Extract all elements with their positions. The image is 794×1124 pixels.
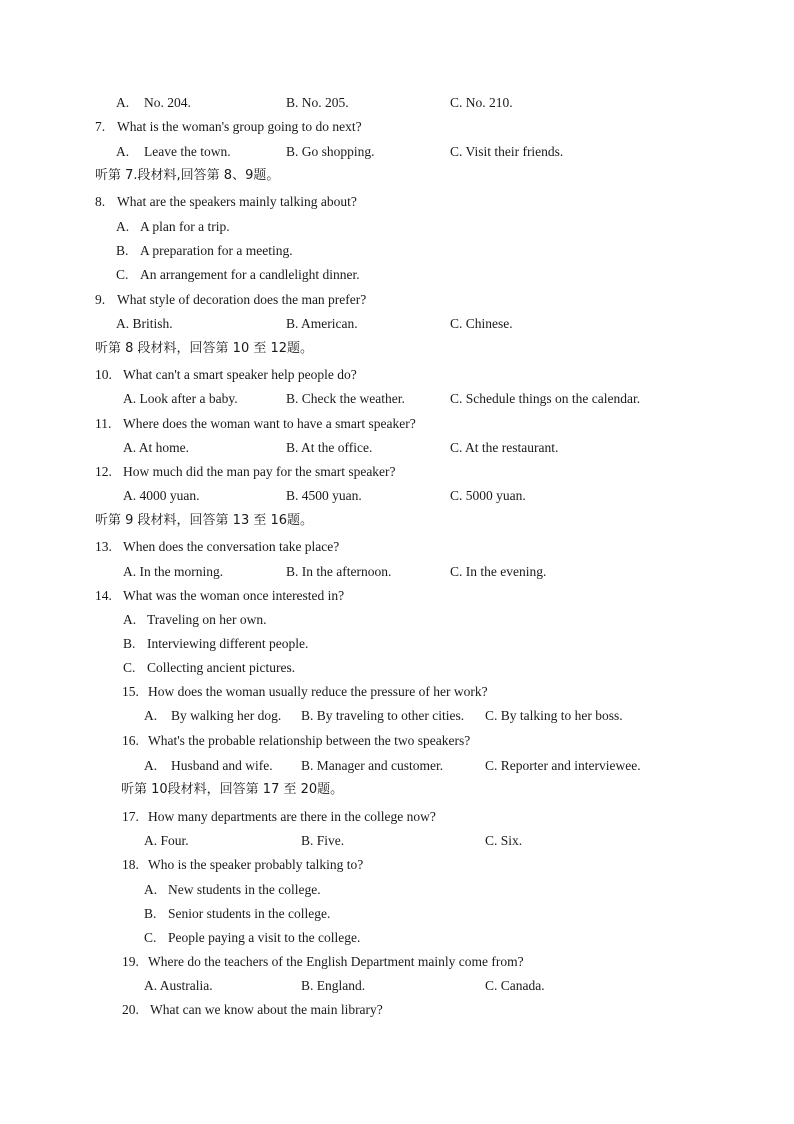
- q11-option-b: B. At the office.: [286, 440, 373, 455]
- q12-option-c: C. 5000 yuan.: [450, 488, 526, 503]
- question-text: What's the probable relationship between the two speakers?: [148, 733, 471, 748]
- q6-option-b: B. No. 205.: [286, 95, 349, 110]
- q6-option-c: C. No. 210.: [450, 95, 513, 110]
- question-text: Who is the speaker probably talking to?: [148, 857, 364, 872]
- option-text: Interviewing different people.: [147, 636, 309, 651]
- option-label: C.: [144, 930, 157, 945]
- option-text: New students in the college.: [168, 882, 321, 897]
- q13-question: [95, 538, 339, 556]
- option-text: An arrangement for a candlelight dinner.: [140, 267, 360, 282]
- q14-option-a: [123, 611, 267, 629]
- q17-question: [122, 808, 436, 826]
- q13-option-c: C. In the evening.: [450, 564, 547, 579]
- section-heading-10: 听第 10段材料，回答第 17 至 20题。: [121, 782, 344, 797]
- option-label: A.: [123, 612, 137, 627]
- q19-option-a: A. Australia.: [144, 978, 213, 993]
- q11-question: [95, 415, 416, 433]
- option-text: People paying a visit to the college.: [168, 930, 361, 945]
- option-label: A.: [144, 708, 158, 723]
- q10-option-a: A. Look after a baby.: [123, 391, 238, 406]
- q8-option-b: [116, 242, 293, 260]
- q17-option-b: B. Five.: [301, 833, 345, 848]
- option-text: No. 204.: [144, 95, 191, 110]
- question-text: Where does the woman want to have a smart speaker?: [123, 416, 416, 431]
- q17-option-c: C. Six.: [485, 833, 523, 848]
- q18-question: [122, 856, 363, 874]
- q10-option-b: B. Check the weather.: [286, 391, 405, 406]
- q15-option-a: [144, 707, 281, 725]
- q16-option-c: C. Reporter and interviewee.: [485, 758, 641, 773]
- question-number: 14.: [95, 588, 112, 603]
- option-text: Husband and wife.: [171, 758, 273, 773]
- q7-option-a: [116, 143, 231, 161]
- q9-option-a: A. British.: [116, 316, 173, 331]
- question-number: 20.: [122, 1002, 139, 1017]
- q18-option-b: [144, 905, 330, 923]
- option-label: B.: [144, 906, 157, 921]
- question-number: 9.: [95, 292, 106, 307]
- q8-option-c: [116, 266, 360, 284]
- option-text: By walking her dog.: [171, 708, 282, 723]
- q19-question: [122, 953, 524, 971]
- q19-option-b: B. England.: [301, 978, 366, 993]
- q15-question: [122, 683, 488, 701]
- q9-option-c: C. Chinese.: [450, 316, 513, 331]
- question-number: 8.: [95, 194, 106, 209]
- option-label: A.: [116, 95, 130, 110]
- q7-option-c: C. Visit their friends.: [450, 144, 564, 159]
- q20-question: [122, 1001, 383, 1019]
- option-label: A.: [144, 882, 158, 897]
- q7-question: [95, 118, 362, 136]
- question-number: 17.: [122, 809, 139, 824]
- q9-option-b: B. American.: [286, 316, 358, 331]
- question-number: 16.: [122, 733, 139, 748]
- option-label: B.: [123, 636, 136, 651]
- q19-option-c: C. Canada.: [485, 978, 545, 993]
- question-text: When does the conversation take place?: [123, 539, 340, 554]
- q12-option-a: A. 4000 yuan.: [123, 488, 200, 503]
- section-heading-9: 听第 9 段材料，回答第 13 至 16题。: [95, 513, 314, 528]
- question-number: 10.: [95, 367, 112, 382]
- q8-question: [95, 193, 357, 211]
- question-text: What was the woman once interested in?: [123, 588, 345, 603]
- q18-option-a: [144, 881, 321, 899]
- q15-option-c: C. By talking to her boss.: [485, 708, 623, 723]
- question-text: What can't a smart speaker help people do?: [123, 367, 357, 382]
- question-text: Where do the teachers of the English Department mainly come from?: [148, 954, 524, 969]
- question-number: 7.: [95, 119, 106, 134]
- q13-option-a: A. In the morning.: [123, 564, 224, 579]
- question-number: 12.: [95, 464, 112, 479]
- question-text: What is the woman's group going to do next?: [117, 119, 362, 134]
- q14-option-b: [123, 635, 308, 653]
- q10-question: [95, 366, 357, 384]
- question-number: 11.: [95, 416, 112, 431]
- q10-option-c: C. Schedule things on the calendar.: [450, 391, 641, 406]
- q15-option-b: B. By traveling to other cities.: [301, 708, 465, 723]
- question-text: What are the speakers mainly talking about?: [117, 194, 357, 209]
- q16-option-a: [144, 757, 273, 775]
- option-text: A plan for a trip.: [140, 219, 230, 234]
- question-number: 15.: [122, 684, 139, 699]
- question-text: What can we know about the main library?: [150, 1002, 383, 1017]
- question-text: What style of decoration does the man prefer?: [117, 292, 367, 307]
- q17-option-a: A. Four.: [144, 833, 189, 848]
- option-text: Traveling on her own.: [147, 612, 267, 627]
- q11-option-c: C. At the restaurant.: [450, 440, 559, 455]
- q16-option-b: B. Manager and customer.: [301, 758, 444, 773]
- q13-option-b: B. In the afternoon.: [286, 564, 392, 579]
- question-text: How does the woman usually reduce the pressure of her work?: [148, 684, 488, 699]
- option-label: A.: [116, 144, 130, 159]
- option-label: C.: [123, 660, 136, 675]
- section-heading-7: 听第 7.段材料,回答第 8、9题。: [95, 168, 280, 183]
- option-label: A.: [144, 758, 158, 773]
- q11-option-a: A. At home.: [123, 440, 189, 455]
- option-text: Collecting ancient pictures.: [147, 660, 296, 675]
- q14-option-c: [123, 659, 295, 677]
- q12-option-b: B. 4500 yuan.: [286, 488, 362, 503]
- q14-question: [95, 587, 344, 605]
- question-text: How much did the man pay for the smart speaker?: [123, 464, 396, 479]
- question-number: 13.: [95, 539, 112, 554]
- q7-option-b: B. Go shopping.: [286, 144, 375, 159]
- question-number: 19.: [122, 954, 139, 969]
- q12-question: [95, 463, 396, 481]
- q16-question: [122, 732, 470, 750]
- question-text: How many departments are there in the college now?: [148, 809, 436, 824]
- q9-question: [95, 291, 366, 309]
- option-label: B.: [116, 243, 129, 258]
- q8-option-a: [116, 218, 230, 236]
- option-text: Senior students in the college.: [168, 906, 331, 921]
- option-text: Leave the town.: [144, 144, 231, 159]
- q6-option-a: [116, 94, 191, 112]
- option-label: C.: [116, 267, 129, 282]
- option-text: A preparation for a meeting.: [140, 243, 293, 258]
- option-label: A.: [116, 219, 130, 234]
- question-number: 18.: [122, 857, 139, 872]
- section-heading-8: 听第 8 段材料，回答第 10 至 12题。: [95, 341, 314, 356]
- q18-option-c: [144, 929, 360, 947]
